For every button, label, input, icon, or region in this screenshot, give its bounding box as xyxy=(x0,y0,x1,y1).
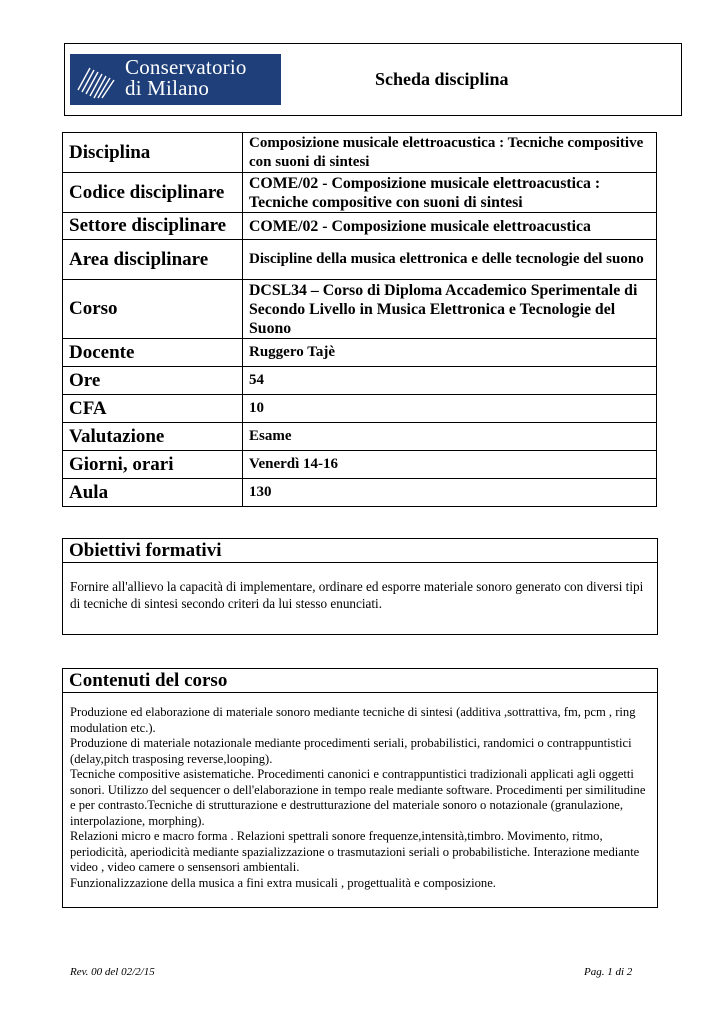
table-row xyxy=(63,367,657,395)
row-value: DCSL34 – Corso di Diploma Accademico Sperimentale di Secondo Livello in Musica Elettronica e Tecnologie del Suono xyxy=(243,280,657,339)
contenuti-section xyxy=(62,668,658,908)
row-label: Area disciplinare xyxy=(63,240,243,280)
page-title: Scheda disciplina xyxy=(375,69,509,89)
revision-note: Rev. 00 del 02/2/15 xyxy=(70,966,155,978)
logo-text xyxy=(125,57,247,99)
page-number: Pag. 1 di 2 xyxy=(584,966,633,978)
conservatorio-logo xyxy=(70,54,281,105)
table-row xyxy=(63,395,657,423)
row-label: Corso xyxy=(63,280,243,339)
table-row xyxy=(63,240,657,280)
row-label: Valutazione xyxy=(63,423,243,451)
table-row xyxy=(63,339,657,367)
discipline-info-table xyxy=(62,132,657,507)
table-row xyxy=(63,280,657,339)
row-label: Settore disciplinare xyxy=(63,213,243,240)
row-value: Esame xyxy=(243,423,657,451)
content-paragraph: Funzionalizzazione della musica a fini extra musicali , progettualità e composizione. xyxy=(70,875,496,890)
row-value: 10 xyxy=(243,395,657,423)
content-paragraph: Tecniche compositive asistematiche. Procedimenti canonici e contrappuntistici tradizionali applicati agli oggetti sonori. Utilizzo del sequencer o dell'elaborazione in tempo reale mediante software. Procedimenti per similitudine e per contrasto.Tecniche di strutturazione e destrutturazione del materiale sonoro o notazionale (granulazione, interpolazione, morphing). xyxy=(70,767,646,828)
table-row xyxy=(63,451,657,479)
table-row xyxy=(63,213,657,240)
logo-line-2: di Milano xyxy=(125,76,210,100)
row-value: Composizione musicale elettroacustica : Tecniche compositive con suoni di sintesi xyxy=(243,133,657,173)
logo-line-1: Conservatorio xyxy=(125,55,247,79)
row-label: Codice disciplinare xyxy=(63,173,243,213)
content-paragraph: Produzione ed elaborazione di materiale sonoro mediante tecniche di sintesi (additiva ,sottrattiva, fm, pcm , ring modulation etc.). xyxy=(70,705,636,735)
table-row xyxy=(63,133,657,173)
row-value: COME/02 - Composizione musicale elettroacustica : Tecniche compositive con suoni di sintesi xyxy=(243,173,657,213)
section-text: Fornire all'allievo la capacità di implementare, ordinare ed esporre materiale sonoro generato con diversi tipi di tecniche di sintesi secondo criteri da lui stesso enunciati. xyxy=(70,579,644,611)
row-value: 54 xyxy=(243,367,657,395)
row-value: Venerdì 14-16 xyxy=(243,451,657,479)
logo-emblem-icon xyxy=(76,60,118,100)
row-label: CFA xyxy=(63,395,243,423)
row-label: Disciplina xyxy=(63,133,243,173)
document-header xyxy=(64,43,682,116)
table-row xyxy=(63,423,657,451)
row-value: COME/02 - Composizione musicale elettroacustica xyxy=(243,213,657,240)
row-label: Giorni, orari xyxy=(63,451,243,479)
table-row xyxy=(63,479,657,507)
section-title: Contenuti del corso xyxy=(63,669,657,693)
content-paragraph: Produzione di materiale notazionale mediante procedimenti seriali, probabilistici, randomici o contrappuntistici (delay,pitch trasposing reverse,looping). xyxy=(70,736,632,766)
row-value: Ruggero Tajè xyxy=(243,339,657,367)
row-label: Aula xyxy=(63,479,243,507)
row-label: Ore xyxy=(63,367,243,395)
row-value: Discipline della musica elettronica e delle tecnologie del suono xyxy=(243,240,657,280)
row-label: Docente xyxy=(63,339,243,367)
table-row xyxy=(63,173,657,213)
content-paragraph: Relazioni micro e macro forma . Relazioni spettrali sonore frequenze,intensità,timbro. Movimento, ritmo, periodicità, aperiodicità mediante spazializzazione o trasmutazioni seriali o probabilistiche. Interazione mediante video , video camere o sensensori ambientali. xyxy=(70,829,640,874)
section-title: Obiettivi formativi xyxy=(63,539,657,563)
row-value: 130 xyxy=(243,479,657,507)
obiettivi-section xyxy=(62,538,658,635)
section-text xyxy=(63,693,657,891)
